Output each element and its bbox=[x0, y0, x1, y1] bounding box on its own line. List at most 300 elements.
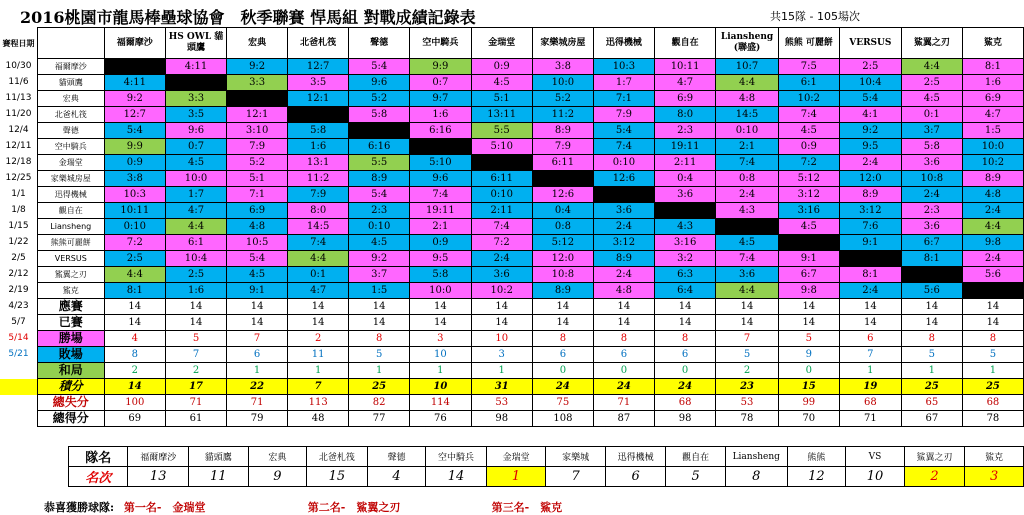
score-cell: 10:3 bbox=[593, 59, 654, 75]
rank-team-name: 宏典 bbox=[248, 447, 307, 467]
team-header: 聲德 bbox=[349, 28, 410, 59]
rank-team-label: 隊名 bbox=[69, 447, 128, 467]
team-count-note: 共15隊 - 105場次 bbox=[770, 10, 860, 23]
score-cell: 12:6 bbox=[532, 187, 593, 203]
score-cell: 7:4 bbox=[471, 219, 532, 235]
stat-value: 14 bbox=[778, 299, 839, 315]
stat-label: 積分 bbox=[37, 379, 104, 395]
score-cell: 7:6 bbox=[839, 219, 901, 235]
score-cell: 5:8 bbox=[410, 267, 471, 283]
corner-cell bbox=[37, 28, 104, 59]
rank-team-name: 觀自在 bbox=[666, 447, 726, 467]
stat-value: 6 bbox=[532, 347, 593, 363]
stat-value: 5 bbox=[901, 347, 962, 363]
score-cell: 10:0 bbox=[962, 139, 1023, 155]
matrix-row bbox=[0, 251, 1024, 267]
congrats-lead: 恭喜獲勝球隊: bbox=[44, 501, 115, 514]
score-cell: 6:16 bbox=[349, 139, 410, 155]
score-cell: 4:4 bbox=[165, 219, 226, 235]
stat-value: 0 bbox=[532, 363, 593, 379]
score-cell: 9:9 bbox=[410, 59, 471, 75]
score-cell: 0:1 bbox=[901, 107, 962, 123]
score-cell: 2:5 bbox=[165, 267, 226, 283]
score-cell: 0:7 bbox=[165, 139, 226, 155]
score-cell: 2:4 bbox=[716, 187, 779, 203]
score-cell: 4:5 bbox=[778, 219, 839, 235]
score-cell: 9:5 bbox=[410, 251, 471, 267]
stat-value: 3 bbox=[410, 331, 471, 347]
rank-value-row bbox=[69, 467, 1024, 487]
score-cell: 9:2 bbox=[349, 251, 410, 267]
rank-team-row bbox=[69, 447, 1024, 467]
score-cell: 3:10 bbox=[227, 123, 288, 139]
stat-value: 5 bbox=[165, 331, 226, 347]
stat-value: 114 bbox=[410, 395, 471, 411]
stat-row-wins bbox=[0, 331, 1024, 347]
stat-row-points bbox=[0, 379, 1024, 395]
matrix-row bbox=[0, 171, 1024, 187]
stat-value: 78 bbox=[716, 411, 779, 427]
score-cell: 3:6 bbox=[654, 187, 715, 203]
rank-team-name: VS bbox=[846, 447, 905, 467]
score-cell: 0:9 bbox=[471, 59, 532, 75]
score-cell: 6:9 bbox=[962, 91, 1023, 107]
score-cell: 3:5 bbox=[288, 75, 349, 91]
stat-value: 67 bbox=[901, 411, 962, 427]
score-cell: 3:12 bbox=[839, 203, 901, 219]
row-team-name: 鯊翼之刃 bbox=[37, 267, 104, 283]
score-cell: 2:4 bbox=[471, 251, 532, 267]
score-cell: 5:12 bbox=[778, 171, 839, 187]
row-team-name: 觀自在 bbox=[37, 203, 104, 219]
date-cell: 4/23 bbox=[0, 299, 37, 315]
score-cell bbox=[532, 171, 593, 187]
stat-value: 6 bbox=[227, 347, 288, 363]
stat-label: 敗場 bbox=[37, 347, 104, 363]
score-cell: 12:0 bbox=[839, 171, 901, 187]
ranking-table bbox=[68, 446, 1024, 487]
score-cell bbox=[901, 267, 962, 283]
stat-value: 6 bbox=[839, 331, 901, 347]
score-cell: 2:4 bbox=[839, 155, 901, 171]
score-cell: 4:7 bbox=[654, 75, 715, 91]
score-cell: 0:9 bbox=[778, 139, 839, 155]
score-cell: 14:5 bbox=[716, 107, 779, 123]
score-cell: 12:1 bbox=[227, 107, 288, 123]
team-header-row bbox=[0, 28, 1024, 59]
stat-value: 2 bbox=[104, 363, 165, 379]
stat-value: 14 bbox=[901, 299, 962, 315]
score-cell: 2:4 bbox=[593, 219, 654, 235]
stat-value: 1 bbox=[962, 363, 1023, 379]
stat-value: 14 bbox=[839, 315, 901, 331]
stat-value: 69 bbox=[104, 411, 165, 427]
rank-value: 14 bbox=[426, 467, 486, 487]
stat-value: 25 bbox=[349, 379, 410, 395]
score-cell: 12:6 bbox=[593, 171, 654, 187]
score-cell: 9:2 bbox=[227, 59, 288, 75]
stat-value: 14 bbox=[227, 299, 288, 315]
score-cell: 7:9 bbox=[227, 139, 288, 155]
date-cell bbox=[0, 395, 37, 411]
score-cell: 5:2 bbox=[349, 91, 410, 107]
score-cell: 2:11 bbox=[654, 155, 715, 171]
date-cell: 5/14 bbox=[0, 331, 37, 347]
score-cell: 19:11 bbox=[410, 203, 471, 219]
score-cell: 0:7 bbox=[410, 75, 471, 91]
stat-value: 14 bbox=[104, 315, 165, 331]
stat-value: 14 bbox=[471, 315, 532, 331]
stat-value: 14 bbox=[104, 379, 165, 395]
stat-value: 8 bbox=[349, 331, 410, 347]
stat-value: 17 bbox=[165, 379, 226, 395]
stat-value: 25 bbox=[901, 379, 962, 395]
date-cell: 1/8 bbox=[0, 203, 37, 219]
score-cell: 5:2 bbox=[532, 91, 593, 107]
date-cell: 12/4 bbox=[0, 123, 37, 139]
stat-value: 14 bbox=[227, 315, 288, 331]
date-cell: 2/5 bbox=[0, 251, 37, 267]
score-cell: 4:3 bbox=[654, 219, 715, 235]
team-header: 家樂城房屋 bbox=[532, 28, 593, 59]
stat-value: 0 bbox=[778, 363, 839, 379]
score-cell: 5:4 bbox=[349, 59, 410, 75]
score-cell: 1:5 bbox=[349, 283, 410, 299]
score-cell: 0:10 bbox=[716, 123, 779, 139]
score-cell: 8:1 bbox=[104, 283, 165, 299]
score-cell: 1:5 bbox=[962, 123, 1023, 139]
stat-value: 8 bbox=[654, 331, 715, 347]
score-cell: 5:10 bbox=[410, 155, 471, 171]
stat-value: 5 bbox=[962, 347, 1023, 363]
stat-value: 14 bbox=[654, 315, 715, 331]
score-cell: 5:4 bbox=[593, 123, 654, 139]
score-cell: 7:9 bbox=[288, 187, 349, 203]
rank-value: 3 bbox=[965, 467, 1024, 487]
rank-value: 11 bbox=[188, 467, 248, 487]
score-cell: 2:5 bbox=[104, 251, 165, 267]
stat-value: 14 bbox=[839, 299, 901, 315]
score-cell: 1:6 bbox=[410, 107, 471, 123]
row-team-name: 家樂城房屋 bbox=[37, 171, 104, 187]
score-cell: 4:1 bbox=[839, 107, 901, 123]
rank-team-name: 鯊克 bbox=[965, 447, 1024, 467]
rank-value: 4 bbox=[367, 467, 426, 487]
matrix-row bbox=[0, 123, 1024, 139]
score-cell: 7:2 bbox=[778, 155, 839, 171]
score-cell: 0:9 bbox=[410, 235, 471, 251]
stat-label: 已賽 bbox=[37, 315, 104, 331]
score-cell: 10:0 bbox=[532, 75, 593, 91]
score-cell: 9:1 bbox=[839, 235, 901, 251]
stat-value: 53 bbox=[716, 395, 779, 411]
score-cell: 1:6 bbox=[288, 139, 349, 155]
score-cell: 5:8 bbox=[288, 123, 349, 139]
rank-value: 12 bbox=[787, 467, 846, 487]
stat-value: 14 bbox=[532, 315, 593, 331]
score-cell: 4:8 bbox=[227, 219, 288, 235]
score-cell: 9:1 bbox=[778, 251, 839, 267]
score-cell: 1:7 bbox=[593, 75, 654, 91]
stat-value: 79 bbox=[227, 411, 288, 427]
score-cell: 7:2 bbox=[104, 235, 165, 251]
score-cell: 5:5 bbox=[471, 123, 532, 139]
matrix-row bbox=[0, 107, 1024, 123]
score-cell: 1:7 bbox=[165, 187, 226, 203]
team-header: 金瑞堂 bbox=[471, 28, 532, 59]
score-cell: 4:7 bbox=[962, 107, 1023, 123]
score-cell: 4:7 bbox=[288, 283, 349, 299]
rank-team-name: 迅得機械 bbox=[605, 447, 665, 467]
score-cell: 4:8 bbox=[593, 283, 654, 299]
stat-label: 應賽 bbox=[37, 299, 104, 315]
score-cell: 10:8 bbox=[901, 171, 962, 187]
stat-value: 7 bbox=[839, 347, 901, 363]
stat-value: 5 bbox=[778, 331, 839, 347]
score-cell: 19:11 bbox=[654, 139, 715, 155]
rank-team-name: 北爸札筏 bbox=[307, 447, 367, 467]
score-cell: 0:1 bbox=[288, 267, 349, 283]
row-team-name: VERSUS bbox=[37, 251, 104, 267]
stat-value: 14 bbox=[962, 315, 1023, 331]
score-cell: 11:2 bbox=[288, 171, 349, 187]
team-header: 北爸札筏 bbox=[288, 28, 349, 59]
score-cell: 6:16 bbox=[410, 123, 471, 139]
score-cell: 5:4 bbox=[839, 91, 901, 107]
stat-value: 53 bbox=[471, 395, 532, 411]
score-cell: 7:1 bbox=[227, 187, 288, 203]
score-cell: 4:11 bbox=[165, 59, 226, 75]
score-cell: 5:12 bbox=[532, 235, 593, 251]
rank-team-name: 貓頭鷹 bbox=[188, 447, 248, 467]
score-cell: 6:7 bbox=[778, 267, 839, 283]
score-cell: 2:3 bbox=[654, 123, 715, 139]
score-cell: 3:6 bbox=[716, 267, 779, 283]
stat-value: 23 bbox=[716, 379, 779, 395]
score-cell: 8:1 bbox=[839, 267, 901, 283]
date-cell: 1/1 bbox=[0, 187, 37, 203]
score-cell: 5:6 bbox=[962, 267, 1023, 283]
team-header: 迅得機械 bbox=[593, 28, 654, 59]
score-cell: 4:8 bbox=[716, 91, 779, 107]
score-cell bbox=[227, 91, 288, 107]
stat-value: 61 bbox=[165, 411, 226, 427]
rank-value: 7 bbox=[546, 467, 606, 487]
team-header: 熊熊 可麗餅 bbox=[778, 28, 839, 59]
team-header: 空中騎兵 bbox=[410, 28, 471, 59]
score-cell: 6:1 bbox=[778, 75, 839, 91]
stat-value: 14 bbox=[471, 299, 532, 315]
stat-value: 10 bbox=[410, 379, 471, 395]
score-cell: 10:4 bbox=[839, 75, 901, 91]
score-cell: 8:9 bbox=[349, 171, 410, 187]
score-cell: 4:5 bbox=[716, 235, 779, 251]
stat-value: 78 bbox=[962, 411, 1023, 427]
date-cell: 1/15 bbox=[0, 219, 37, 235]
stat-label: 勝場 bbox=[37, 331, 104, 347]
team-header: HS OWL 貓頭鷹 bbox=[165, 28, 226, 59]
score-cell: 5:1 bbox=[227, 171, 288, 187]
stat-value: 75 bbox=[532, 395, 593, 411]
score-cell: 10:11 bbox=[654, 59, 715, 75]
rank-value: 10 bbox=[846, 467, 905, 487]
stat-value: 6 bbox=[593, 347, 654, 363]
stat-row-runs_scored bbox=[0, 411, 1024, 427]
score-cell bbox=[471, 155, 532, 171]
stat-value: 68 bbox=[962, 395, 1023, 411]
stat-value: 7 bbox=[716, 331, 779, 347]
date-cell: 10/30 bbox=[0, 59, 37, 75]
score-cell: 4:8 bbox=[962, 187, 1023, 203]
score-cell: 3:6 bbox=[901, 155, 962, 171]
score-cell: 7:4 bbox=[778, 107, 839, 123]
rank-team-name: 家樂城 bbox=[546, 447, 606, 467]
score-cell: 4:4 bbox=[288, 251, 349, 267]
score-cell: 8:0 bbox=[654, 107, 715, 123]
stat-value: 7 bbox=[288, 379, 349, 395]
score-cell: 8:9 bbox=[962, 171, 1023, 187]
rank-team-name: 鯊翼之刃 bbox=[904, 447, 964, 467]
stat-value: 14 bbox=[288, 315, 349, 331]
stat-value: 70 bbox=[778, 411, 839, 427]
score-cell: 6:9 bbox=[227, 203, 288, 219]
score-cell: 4:7 bbox=[165, 203, 226, 219]
stat-value: 99 bbox=[778, 395, 839, 411]
score-cell: 10:7 bbox=[716, 59, 779, 75]
score-cell: 9:6 bbox=[165, 123, 226, 139]
score-cell: 3:2 bbox=[654, 251, 715, 267]
score-cell: 5:6 bbox=[901, 283, 962, 299]
score-cell: 2:1 bbox=[410, 219, 471, 235]
stat-value: 31 bbox=[471, 379, 532, 395]
stat-row-runs_allowed bbox=[0, 395, 1024, 411]
stat-value: 8 bbox=[593, 331, 654, 347]
score-cell bbox=[288, 107, 349, 123]
stat-value: 68 bbox=[654, 395, 715, 411]
score-cell: 3:7 bbox=[349, 267, 410, 283]
row-team-name: 宏典 bbox=[37, 91, 104, 107]
score-cell: 5:1 bbox=[471, 91, 532, 107]
stat-value: 8 bbox=[104, 347, 165, 363]
score-cell: 9:6 bbox=[410, 171, 471, 187]
score-cell: 7:4 bbox=[288, 235, 349, 251]
stat-value: 14 bbox=[165, 299, 226, 315]
stat-value: 24 bbox=[593, 379, 654, 395]
stat-value: 19 bbox=[839, 379, 901, 395]
score-cell: 0:10 bbox=[349, 219, 410, 235]
score-cell: 2:3 bbox=[901, 203, 962, 219]
row-team-name: 迅得機械 bbox=[37, 187, 104, 203]
score-cell: 3:3 bbox=[165, 91, 226, 107]
stat-value: 71 bbox=[593, 395, 654, 411]
score-cell: 9:8 bbox=[778, 283, 839, 299]
date-cell: 2/19 bbox=[0, 283, 37, 299]
score-cell: 5:8 bbox=[901, 139, 962, 155]
score-cell: 7:4 bbox=[593, 139, 654, 155]
score-cell: 8:9 bbox=[532, 123, 593, 139]
rank-value: 15 bbox=[307, 467, 367, 487]
score-cell bbox=[839, 251, 901, 267]
score-cell: 10:3 bbox=[104, 187, 165, 203]
score-cell: 9:2 bbox=[839, 123, 901, 139]
score-cell: 4:4 bbox=[716, 283, 779, 299]
stat-value: 98 bbox=[654, 411, 715, 427]
score-cell: 6:11 bbox=[532, 155, 593, 171]
score-cell: 4:5 bbox=[471, 75, 532, 91]
rank-value: 6 bbox=[605, 467, 665, 487]
score-cell: 9:6 bbox=[349, 75, 410, 91]
score-cell: 2:1 bbox=[716, 139, 779, 155]
score-cell: 10:2 bbox=[962, 155, 1023, 171]
score-cell bbox=[654, 203, 715, 219]
score-cell: 12:0 bbox=[532, 251, 593, 267]
stat-value: 98 bbox=[471, 411, 532, 427]
score-cell: 3:8 bbox=[104, 171, 165, 187]
date-cell: 1/22 bbox=[0, 235, 37, 251]
team-header: VERSUS bbox=[839, 28, 901, 59]
matrix-row bbox=[0, 203, 1024, 219]
score-cell: 13:1 bbox=[288, 155, 349, 171]
team-header: 鯊翼之刃 bbox=[901, 28, 962, 59]
score-cell: 5:8 bbox=[349, 107, 410, 123]
stat-value: 14 bbox=[349, 315, 410, 331]
score-cell: 8:1 bbox=[901, 251, 962, 267]
stat-value: 87 bbox=[593, 411, 654, 427]
rank-value: 8 bbox=[725, 467, 787, 487]
date-cell: 2/12 bbox=[0, 267, 37, 283]
stat-value: 7 bbox=[165, 347, 226, 363]
rank-team-name: 熊熊 bbox=[787, 447, 846, 467]
score-cell bbox=[349, 123, 410, 139]
stat-value: 10 bbox=[471, 331, 532, 347]
date-header: 賽程日期 bbox=[0, 28, 37, 59]
score-cell: 3:7 bbox=[901, 123, 962, 139]
score-cell: 6:7 bbox=[901, 235, 962, 251]
score-cell: 0:8 bbox=[716, 171, 779, 187]
score-cell: 4:5 bbox=[778, 123, 839, 139]
rank-team-name: 聲德 bbox=[367, 447, 426, 467]
stat-value: 15 bbox=[778, 379, 839, 395]
stat-value: 113 bbox=[288, 395, 349, 411]
date-cell: 11/13 bbox=[0, 91, 37, 107]
stat-value: 6 bbox=[654, 347, 715, 363]
stat-value: 1 bbox=[349, 363, 410, 379]
stat-value: 22 bbox=[227, 379, 288, 395]
row-team-name: 聲德 bbox=[37, 123, 104, 139]
score-cell: 10:0 bbox=[410, 283, 471, 299]
stat-value: 10 bbox=[410, 347, 471, 363]
stat-value: 14 bbox=[593, 299, 654, 315]
score-cell: 7:4 bbox=[716, 155, 779, 171]
stat-value: 100 bbox=[104, 395, 165, 411]
score-cell: 4:5 bbox=[901, 91, 962, 107]
page-title: 2016桃園市龍馬棒壘球協會 秋季聯賽 悍馬組 對戰成績記錄表 bbox=[20, 8, 476, 27]
score-cell: 4:5 bbox=[227, 267, 288, 283]
stat-value: 7 bbox=[227, 331, 288, 347]
rank-value: 2 bbox=[904, 467, 964, 487]
row-team-name: 福爾摩沙 bbox=[37, 59, 104, 75]
score-cell: 5:2 bbox=[227, 155, 288, 171]
matrix-row bbox=[0, 267, 1024, 283]
stat-value: 71 bbox=[227, 395, 288, 411]
score-cell: 2:5 bbox=[901, 75, 962, 91]
stat-value: 76 bbox=[410, 411, 471, 427]
score-cell: 5:4 bbox=[227, 251, 288, 267]
score-cell: 10:8 bbox=[532, 267, 593, 283]
matrix-body bbox=[0, 59, 1024, 299]
score-cell: 8:1 bbox=[962, 59, 1023, 75]
date-cell bbox=[0, 363, 37, 379]
